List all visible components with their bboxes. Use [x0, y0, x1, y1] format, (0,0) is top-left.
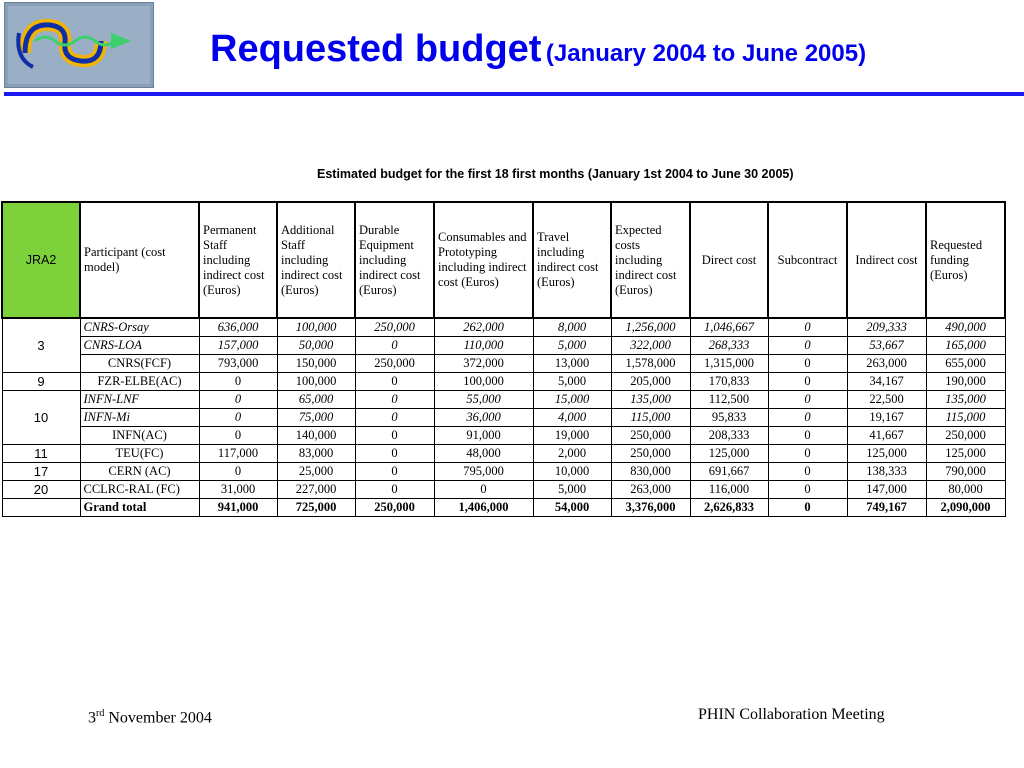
cell: 250,000 [926, 426, 1005, 444]
cell: 125,000 [926, 444, 1005, 462]
cell: 50,000 [277, 336, 355, 354]
participant-name: TEU(FC) [80, 444, 199, 462]
cell: 75,000 [277, 408, 355, 426]
group-label: 11 [2, 444, 80, 462]
cell: 0 [768, 390, 847, 408]
cell: 190,000 [926, 372, 1005, 390]
cell: 830,000 [611, 462, 690, 480]
group-label: 20 [2, 480, 80, 498]
wave-logo-icon [5, 3, 153, 87]
group-label: 17 [2, 462, 80, 480]
cell: 15,000 [533, 390, 611, 408]
cell: 5,000 [533, 336, 611, 354]
group-label: 3 [2, 318, 80, 372]
total-cell: 2,090,000 [926, 498, 1005, 516]
cell: 793,000 [199, 354, 277, 372]
cell: 795,000 [434, 462, 533, 480]
cell: 22,500 [847, 390, 926, 408]
cell: 19,167 [847, 408, 926, 426]
grand-total-label: Grand total [80, 498, 199, 516]
cell: 115,000 [611, 408, 690, 426]
footer-date [88, 708, 212, 727]
cell: 157,000 [199, 336, 277, 354]
cell: 263,000 [847, 354, 926, 372]
cell: 55,000 [434, 390, 533, 408]
participant-name: INFN-LNF [80, 390, 199, 408]
cell: 147,000 [847, 480, 926, 498]
cell: 0 [768, 336, 847, 354]
total-cell: 0 [768, 498, 847, 516]
cell: 0 [355, 444, 434, 462]
cell: 263,000 [611, 480, 690, 498]
cell: 636,000 [199, 318, 277, 336]
cell: 135,000 [926, 390, 1005, 408]
total-cell: 54,000 [533, 498, 611, 516]
cell: 1,256,000 [611, 318, 690, 336]
cell: 65,000 [277, 390, 355, 408]
cell: 2,000 [533, 444, 611, 462]
total-cell: 3,376,000 [611, 498, 690, 516]
cell: 41,667 [847, 426, 926, 444]
cell: 0 [355, 462, 434, 480]
participant-name: CNRS-Orsay [80, 318, 199, 336]
cell: 0 [768, 372, 847, 390]
header-additional-staff: Additional Staff including indirect cost (Euros) [277, 202, 355, 318]
total-cell: 2,626,833 [690, 498, 768, 516]
logo [4, 2, 154, 88]
table-header-row [2, 202, 1005, 318]
cell: 250,000 [355, 318, 434, 336]
cell: 10,000 [533, 462, 611, 480]
cell: 372,000 [434, 354, 533, 372]
cell: 19,000 [533, 426, 611, 444]
cell: 691,667 [690, 462, 768, 480]
cell: 262,000 [434, 318, 533, 336]
header-permanent-staff: Permanent Staff including indirect cost (Euros) [199, 202, 277, 318]
cell: 0 [355, 372, 434, 390]
cell: 0 [199, 372, 277, 390]
cell: 100,000 [277, 372, 355, 390]
cell: 83,000 [277, 444, 355, 462]
table-row [2, 480, 1005, 498]
cell: 100,000 [277, 318, 355, 336]
total-cell: 749,167 [847, 498, 926, 516]
date-suffix: rd [96, 708, 105, 719]
table-row [2, 408, 1005, 426]
cell: 8,000 [533, 318, 611, 336]
cell: 116,000 [690, 480, 768, 498]
header-indirect-cost: Indirect cost [847, 202, 926, 318]
table-row [2, 372, 1005, 390]
cell: 91,000 [434, 426, 533, 444]
cell: 13,000 [533, 354, 611, 372]
table-row [2, 318, 1005, 336]
cell: 112,500 [690, 390, 768, 408]
total-cell: 941,000 [199, 498, 277, 516]
cell: 125,000 [847, 444, 926, 462]
cell: 0 [768, 408, 847, 426]
cell: 170,833 [690, 372, 768, 390]
cell: 31,000 [199, 480, 277, 498]
cell: 0 [768, 354, 847, 372]
header-travel: Travel including indirect cost (Euros) [533, 202, 611, 318]
cell: 95,833 [690, 408, 768, 426]
cell: 1,315,000 [690, 354, 768, 372]
cell: 165,000 [926, 336, 1005, 354]
cell: 0 [355, 408, 434, 426]
cell: 205,000 [611, 372, 690, 390]
cell: 322,000 [611, 336, 690, 354]
participant-name: CCLRC-RAL (FC) [80, 480, 199, 498]
cell: 138,333 [847, 462, 926, 480]
group-label: 10 [2, 390, 80, 444]
participant-name: CNRS-LOA [80, 336, 199, 354]
cell: 4,000 [533, 408, 611, 426]
cell: 25,000 [277, 462, 355, 480]
header-participant: Participant (cost model) [80, 202, 199, 318]
participant-name: INFN(AC) [80, 426, 199, 444]
table-row [2, 426, 1005, 444]
cell: 5,000 [533, 480, 611, 498]
cell: 48,000 [434, 444, 533, 462]
cell: 0 [355, 426, 434, 444]
group-label-empty [2, 498, 80, 516]
jra2-cell: JRA2 [2, 202, 80, 318]
cell: 135,000 [611, 390, 690, 408]
cell: 250,000 [611, 444, 690, 462]
participant-name: INFN-Mi [80, 408, 199, 426]
cell: 0 [199, 462, 277, 480]
cell: 208,333 [690, 426, 768, 444]
header-durable-equipment: Durable Equipment including indirect cost (Euros) [355, 202, 434, 318]
total-cell: 250,000 [355, 498, 434, 516]
date-day: 3 [88, 709, 96, 727]
cell: 0 [355, 480, 434, 498]
table-row [2, 354, 1005, 372]
cell: 115,000 [926, 408, 1005, 426]
header-expected-costs: Expected costs including indirect cost (Euros) [611, 202, 690, 318]
cell: 209,333 [847, 318, 926, 336]
total-cell: 725,000 [277, 498, 355, 516]
cell: 0 [768, 462, 847, 480]
header-direct-cost: Direct cost [690, 202, 768, 318]
cell: 790,000 [926, 462, 1005, 480]
cell: 150,000 [277, 354, 355, 372]
title-subtitle: (January 2004 to June 2005) [545, 40, 867, 67]
cell: 0 [199, 408, 277, 426]
cell: 0 [355, 336, 434, 354]
cell: 655,000 [926, 354, 1005, 372]
footer-meeting: PHIN Collaboration Meeting [698, 706, 885, 723]
cell: 1,578,000 [611, 354, 690, 372]
cell: 0 [768, 426, 847, 444]
cell: 0 [434, 480, 533, 498]
cell: 1,046,667 [690, 318, 768, 336]
cell: 250,000 [611, 426, 690, 444]
header-consumables: Consumables and Prototyping including indirect cost (Euros) [434, 202, 533, 318]
cell: 100,000 [434, 372, 533, 390]
date-rest: November 2004 [104, 709, 212, 727]
cell: 0 [768, 480, 847, 498]
cell: 117,000 [199, 444, 277, 462]
group-label: 9 [2, 372, 80, 390]
cell: 34,167 [847, 372, 926, 390]
cell: 140,000 [277, 426, 355, 444]
participant-name: FZR-ELBE(AC) [80, 372, 199, 390]
cell: 227,000 [277, 480, 355, 498]
cell: 0 [199, 426, 277, 444]
table-row [2, 462, 1005, 480]
table-row [2, 444, 1005, 462]
title-main: Requested budget [210, 28, 542, 70]
cell: 0 [768, 444, 847, 462]
cell: 0 [199, 390, 277, 408]
cell: 125,000 [690, 444, 768, 462]
cell: 250,000 [355, 354, 434, 372]
header-subcontract: Subcontract [768, 202, 847, 318]
cell: 268,333 [690, 336, 768, 354]
participant-name: CNRS(FCF) [80, 354, 199, 372]
cell: 36,000 [434, 408, 533, 426]
table-row [2, 390, 1005, 408]
grand-total-row [2, 498, 1005, 516]
cell: 490,000 [926, 318, 1005, 336]
table-caption: Estimated budget for the first 18 first months (January 1st 2004 to June 30 2005) [317, 167, 794, 181]
participant-name: CERN (AC) [80, 462, 199, 480]
cell: 53,667 [847, 336, 926, 354]
title-divider [4, 92, 1024, 96]
total-cell: 1,406,000 [434, 498, 533, 516]
cell: 0 [355, 390, 434, 408]
cell: 5,000 [533, 372, 611, 390]
cell: 110,000 [434, 336, 533, 354]
page-title [210, 28, 866, 71]
cell: 80,000 [926, 480, 1005, 498]
header-requested-funding: Requested funding (Euros) [926, 202, 1005, 318]
table-row [2, 336, 1005, 354]
cell: 0 [768, 318, 847, 336]
budget-table [1, 201, 1006, 517]
